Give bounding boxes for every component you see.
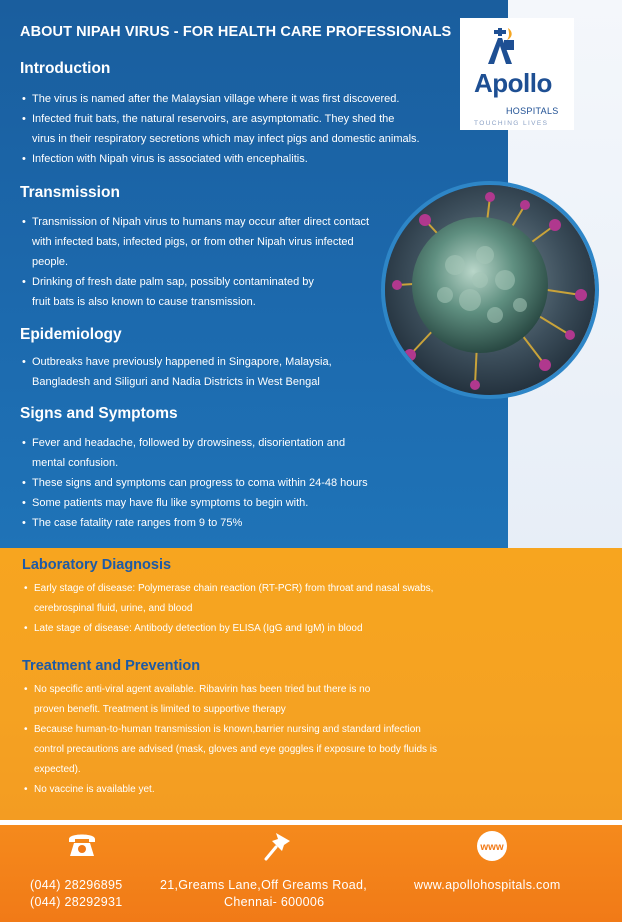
transmission-list: [20, 212, 400, 312]
list-item: control precautions are advised (mask, gloves and eye goggles if exposure to body fluids is: [34, 744, 438, 755]
list-item: • The case fatality rate ranges from 9 to 75%: [20, 513, 420, 533]
orange-panel: [0, 548, 622, 820]
logo-tagline: TOUCHING LIVES: [474, 120, 549, 127]
apollo-logo-icon: [480, 24, 520, 68]
list-item: Bangladesh and Siliguri and Nadia Districts in West Bengal: [32, 376, 320, 388]
list-item: cerebrospinal fluid, urine, and blood: [34, 603, 193, 614]
address-line-2: Chennai- 600006: [224, 895, 325, 909]
list-item: mental confusion.: [32, 457, 119, 469]
transmission-heading: Transmission: [20, 184, 120, 201]
phone-2[interactable]: (044) 28292931: [30, 895, 123, 909]
list-item: • Early stage of disease: Polymerase chain reaction (RT-PCR) from throat and nasal swabs,: [22, 579, 602, 599]
list-item: proven benefit. Treatment is limited to supportive therapy: [34, 704, 286, 715]
introduction-heading: Introduction: [20, 60, 111, 77]
signs-heading: Signs and Symptoms: [20, 405, 178, 422]
signs-list: [20, 433, 420, 533]
list-item: fruit bats is also known to cause transmission.: [32, 296, 256, 308]
list-item: • Drinking of fresh date palm sap, possibly contaminated by: [20, 272, 400, 292]
list-item: • Some patients may have flu like symptoms to begin with.: [20, 493, 420, 513]
epidemiology-heading: Epidemiology: [20, 326, 122, 343]
list-item: • Infection with Nipah virus is associated with encephalitis.: [20, 149, 470, 169]
telephone-icon: [66, 829, 98, 859]
list-item: • Late stage of disease: Antibody detection by ELISA (IgG and IgM) in blood: [22, 619, 602, 639]
list-item: • No vaccine is available yet.: [22, 780, 602, 800]
list-item: • The virus is named after the Malaysian village where it was first discovered.: [20, 89, 470, 109]
phone-1[interactable]: (044) 28296895: [30, 878, 123, 892]
list-item: with infected bats, infected pigs, or from other Nipah virus infected: [32, 236, 354, 248]
logo-brand: Apollo: [474, 68, 552, 98]
page-title: ABOUT NIPAH VIRUS - FOR HEALTH CARE PROFESSIONALS: [20, 24, 452, 40]
list-item: • Outbreaks have previously happened in Singapore, Malaysia,: [20, 352, 400, 372]
virus-illustration: [385, 185, 595, 395]
pin-icon: [262, 829, 294, 863]
list-item: • These signs and symptoms can progress to coma within 24-48 hours: [20, 473, 420, 493]
introduction-list: [20, 89, 470, 169]
list-item: • Infected fruit bats, the natural reservoirs, are asymptomatic. They shed the: [20, 109, 470, 129]
list-item: people.: [32, 256, 69, 268]
address-line-1: 21,Greams Lane,Off Greams Road,: [160, 878, 368, 892]
list-item: expected).: [34, 764, 81, 775]
website-link[interactable]: www.apollohospitals.com: [414, 878, 561, 892]
list-item: virus in their respiratory secretions which may infect pigs and domestic animals.: [32, 133, 420, 145]
www-globe-icon: [475, 829, 509, 863]
list-item: • Because human-to-human transmission is known,barrier nursing and standard infection: [22, 720, 602, 740]
apollo-logo: [460, 18, 574, 130]
list-item: • Fever and headache, followed by drowsiness, disorientation and: [20, 433, 420, 453]
lab-list: [22, 579, 602, 639]
footer: [0, 825, 622, 922]
treatment-heading: Treatment and Prevention: [22, 658, 201, 674]
treatment-list: [22, 680, 602, 800]
epidemiology-list: [20, 352, 400, 392]
logo-hospitals: HOSPITALS: [506, 106, 559, 116]
www-badge-text: www: [480, 842, 504, 853]
list-item: • No specific anti-viral agent available. Ribavirin has been tried but there is no: [22, 680, 602, 700]
lab-heading: Laboratory Diagnosis: [22, 557, 172, 573]
list-item: • Transmission of Nipah virus to humans may occur after direct contact: [20, 212, 400, 232]
